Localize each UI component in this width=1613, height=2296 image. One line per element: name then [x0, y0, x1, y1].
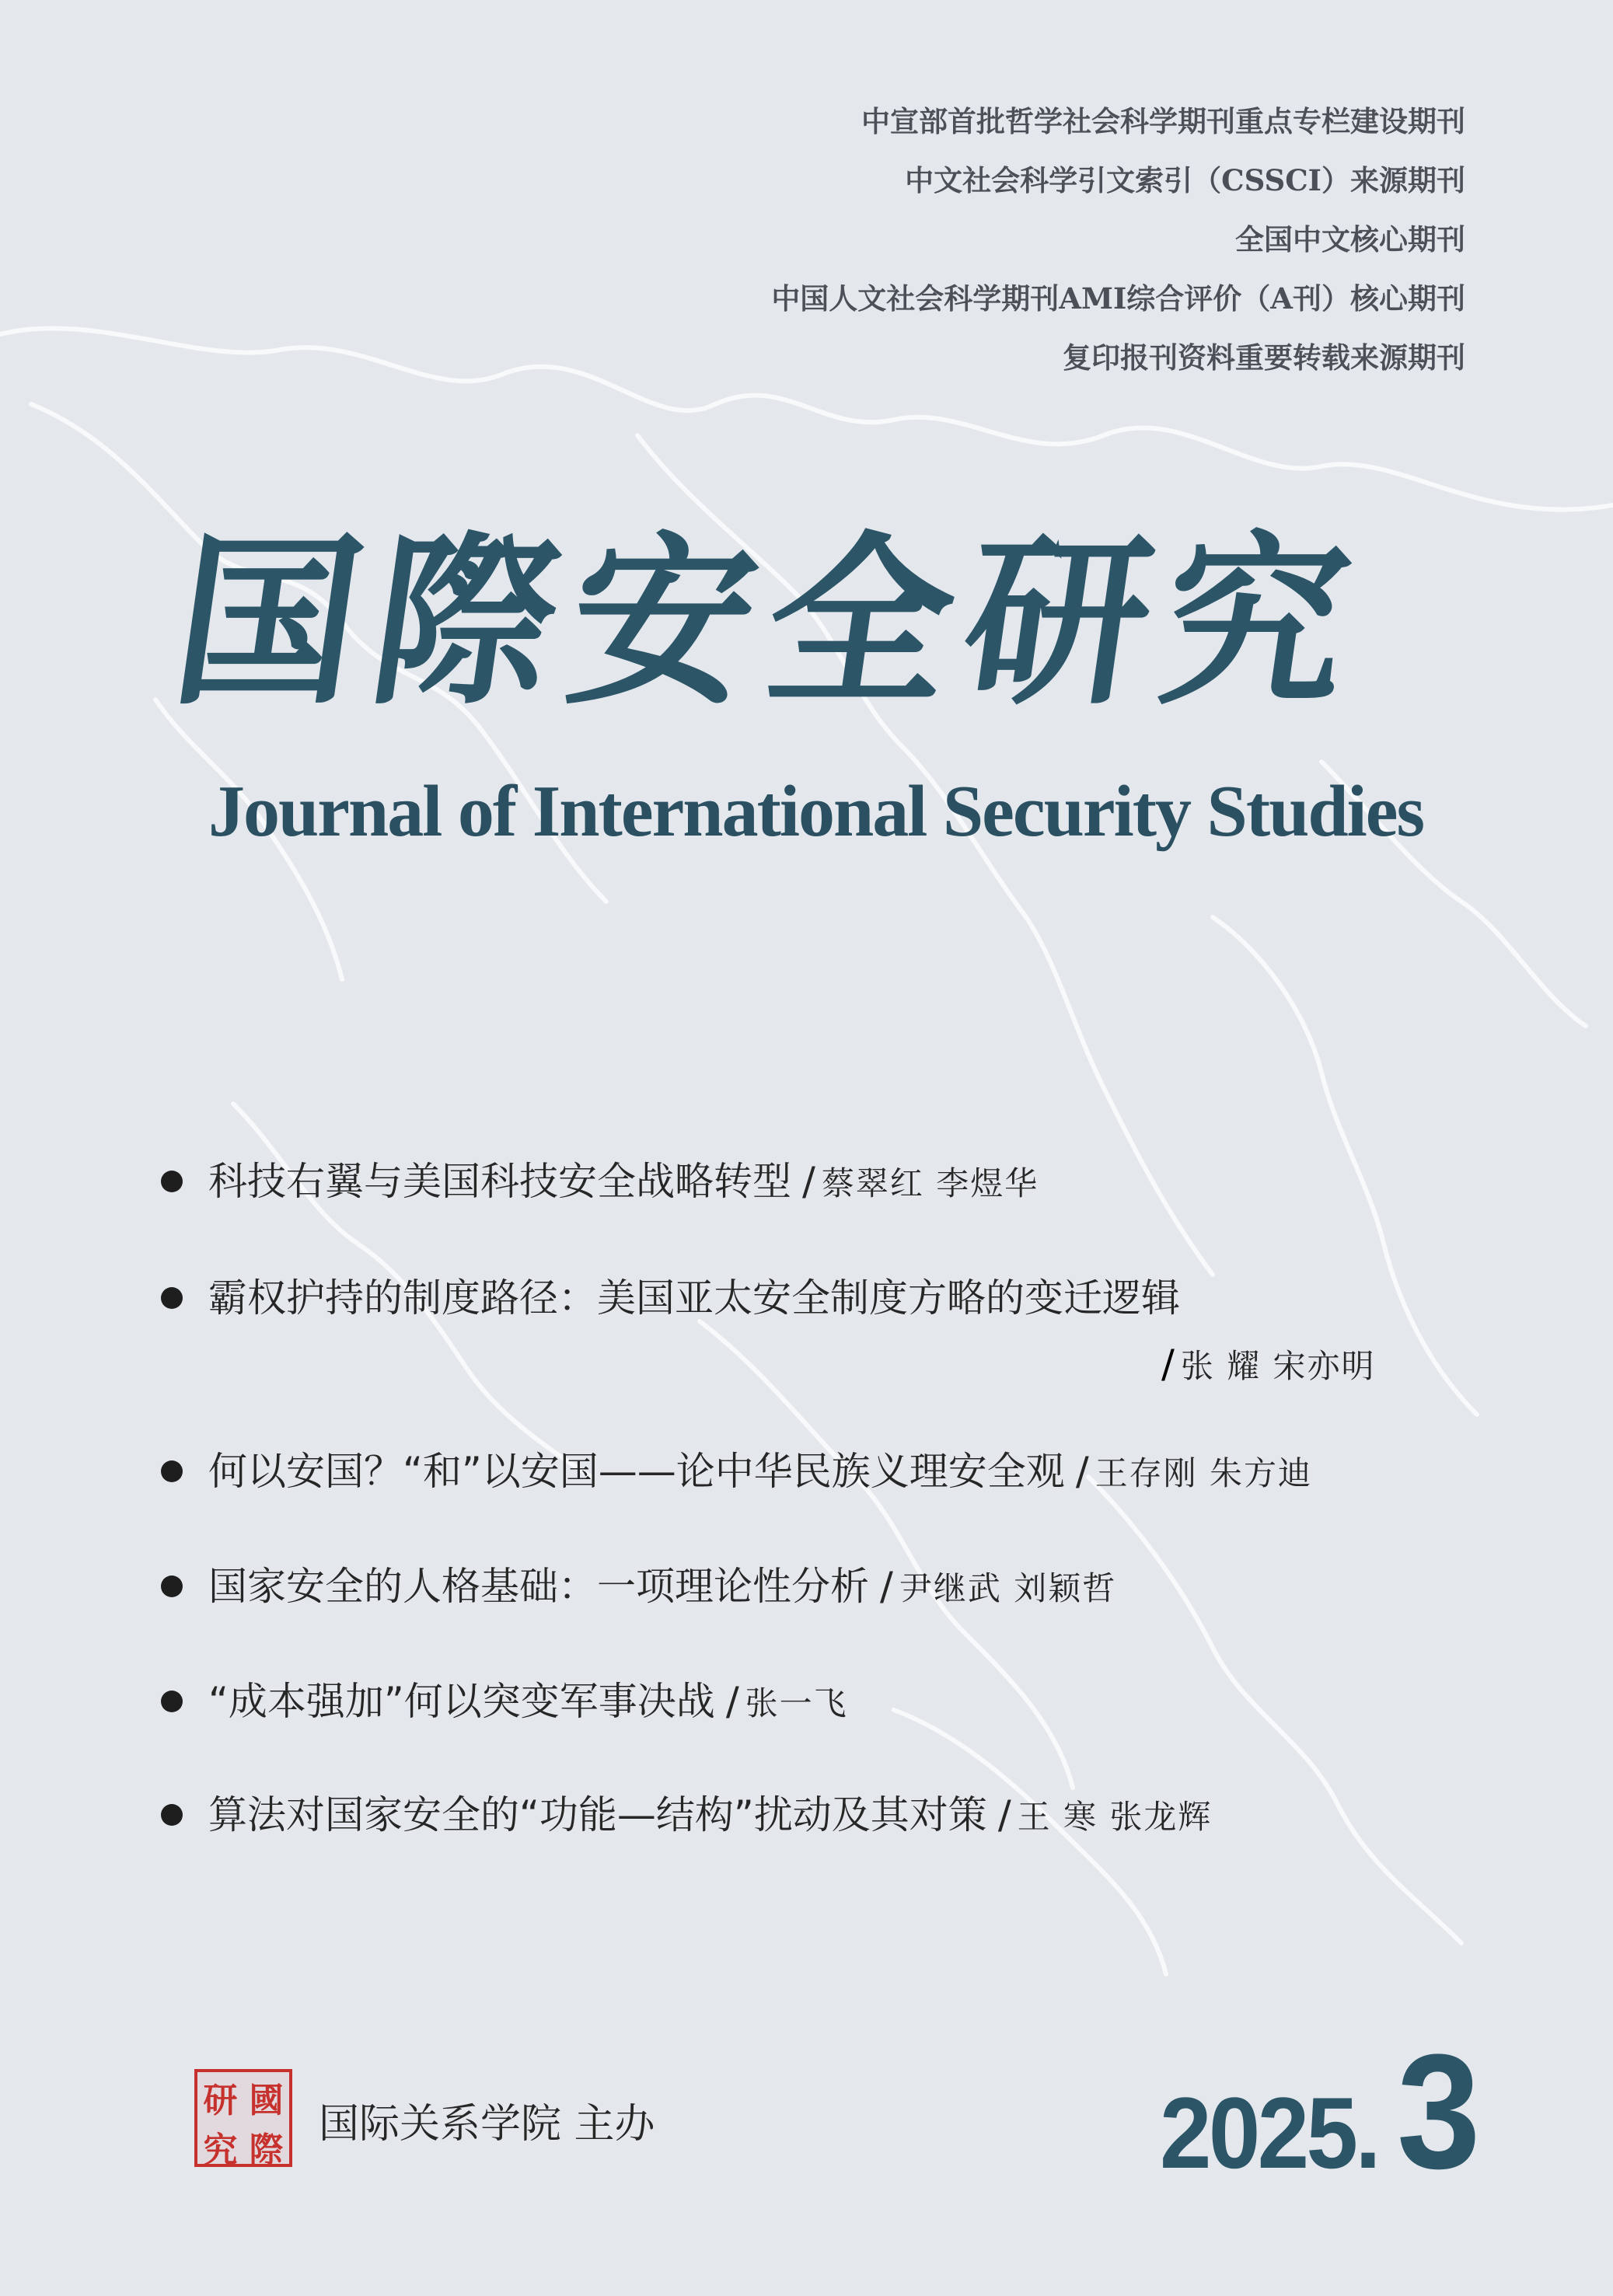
publisher-name: 国际关系学院 主办: [319, 2101, 655, 2148]
bullet-icon: [161, 1575, 183, 1597]
separator: /: [1161, 1342, 1175, 1387]
article-entry[interactable]: [0, 1659, 1613, 1744]
separator: /: [880, 1564, 893, 1609]
issue-year: 2025.: [1160, 2076, 1378, 2190]
ranking-item: 中国人文社会科学期刊AMI综合评价（A刊）核心期刊: [771, 281, 1465, 316]
article-title: 科技右翼与美国科技安全战略转型: [208, 1159, 791, 1204]
seal-character: 究: [203, 2130, 238, 2170]
article-title: 霸权护持的制度路径：美国亚太安全制度方略的变迁逻辑: [208, 1275, 1180, 1321]
article-entry[interactable]: [0, 1429, 1613, 1514]
issue-no: 3: [1397, 2020, 1481, 2203]
separator: /: [725, 1679, 739, 1724]
separator: /: [802, 1159, 815, 1204]
article-title: “成本强加”何以突变军事决战: [208, 1679, 715, 1724]
article-authors: 蔡翠红 李煜华: [821, 1164, 1039, 1202]
article-authors: 尹继武 刘颖哲: [899, 1569, 1117, 1607]
bullet-icon: [161, 1691, 183, 1712]
journal-title-english: Journal of International Security Studies: [208, 771, 1424, 852]
journal-title-chinese: 国際安全研究: [161, 514, 1377, 730]
ranking-item: 复印报刊资料重要转载来源期刊: [1063, 340, 1465, 375]
seal-character: 國: [249, 2081, 284, 2120]
bullet-icon: [161, 1460, 183, 1482]
article-authors: 张 耀 宋亦明: [1180, 1347, 1376, 1385]
issue-number: [1160, 2018, 1488, 2206]
article-title: 算法对国家安全的“功能—结构”扰动及其对策: [208, 1792, 987, 1837]
article-entry[interactable]: [0, 1544, 1613, 1629]
article-entry[interactable]: [0, 1772, 1613, 1858]
article-authors: 王存刚 朱方迪: [1095, 1454, 1313, 1492]
article-entry[interactable]: [0, 1255, 1613, 1387]
indexing-list: [771, 92, 1465, 387]
article-entry[interactable]: [0, 1139, 1613, 1224]
article-authors: 张一飞: [745, 1684, 848, 1722]
seal-character: 際: [249, 2130, 284, 2170]
bullet-icon: [161, 1287, 183, 1309]
separator: /: [1075, 1449, 1089, 1494]
article-title: 何以安国？“和”以安国——论中华民族义理安全观: [208, 1449, 1065, 1494]
seal-character: 研: [203, 2081, 238, 2120]
article-authors: 王 寒 张龙辉: [1017, 1798, 1213, 1836]
bullet-icon: [161, 1804, 183, 1826]
ranking-item: 中文社会科学引文索引（CSSCI）来源期刊: [905, 163, 1465, 197]
seal-stamp-icon: [194, 2069, 292, 2170]
bullet-icon: [161, 1171, 183, 1192]
ranking-item: 全国中文核心期刊: [1235, 222, 1465, 256]
article-title: 国家安全的人格基础：一项理论性分析: [208, 1564, 869, 1609]
separator: /: [997, 1792, 1011, 1837]
ranking-item: 中宣部首批哲学社会科学期刊重点专栏建设期刊: [861, 104, 1465, 138]
